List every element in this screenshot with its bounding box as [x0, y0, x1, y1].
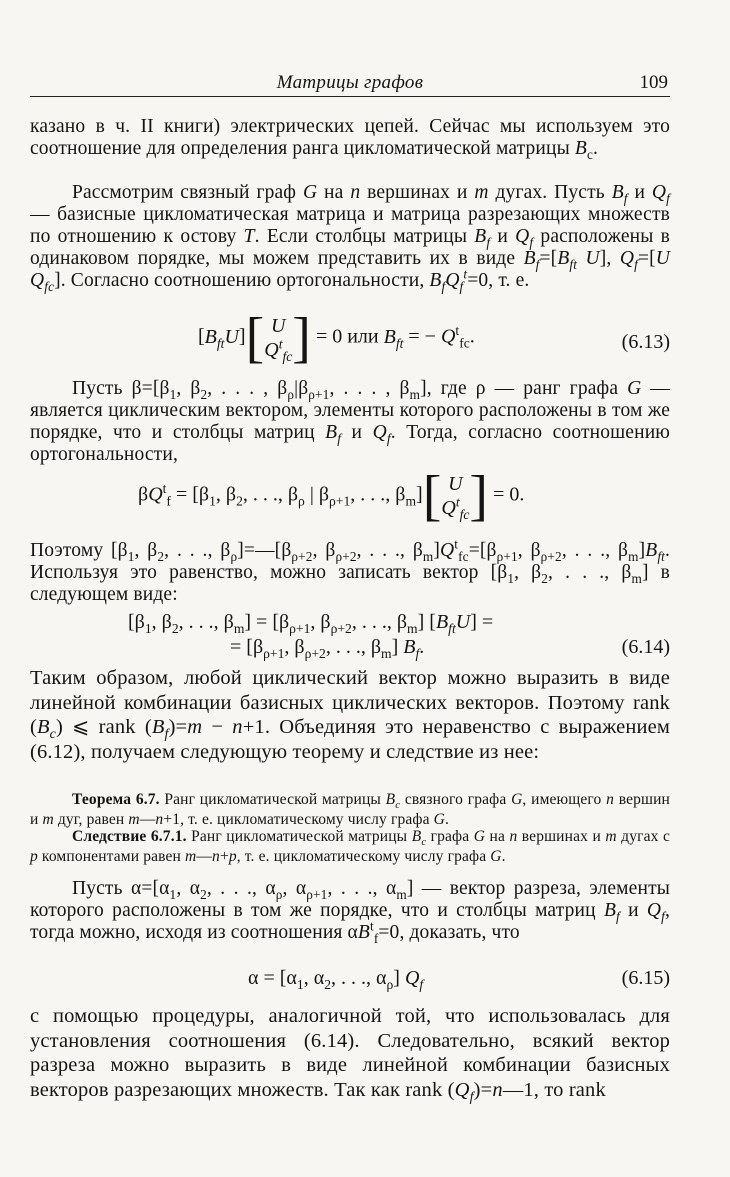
paragraph-7: с помощью процедуры, аналогичной той, что использовалась для установления соотношения (6.14). Следовательно, всякий вектор разреза можно выразить в виде линейной комбинации базисных векторов разрезающих множеств. Так как rank $(Q_f)=n—1$, то rank: [30, 1005, 670, 1105]
theorem-6-7: Теорема 6.7. Ранг цикломатической матрицы $B_c$ связного графа G, имеющего n вершин и m дуг, равен m—n+1, т. е. цикломатическому числу графа G.: [30, 791, 670, 828]
equation-6-15: $\alpha = [\alpha_1$, $\alpha_2$, . . ., $\alpha_\rho$] $Q_f$ (6.15): [248, 967, 670, 992]
corollary-6-7-1: Следствие 6.7.1. Ранг цикломатической матрицы $B_c$ графа G на n вершинах и m дугах с p компонентами равен m—n+p, т. е. цикломатическому числу графа G.: [30, 828, 671, 865]
equation-number: (6.15): [621, 967, 670, 989]
corollary-label: Следствие 6.7.1.: [72, 828, 187, 845]
paragraph-6: Пусть $\alpha=[\alpha_1$, $\alpha_2$, . . ., $\alpha_\rho$, $\alpha_{\rho+1}$, . . ., $\alpha_m$] — вектор разреза, элементы которого расположены в том же порядке, что и столбцы матриц $B_f$ и $Q_f$, тогда можно, исходя из соотношения $\alpha B^t_f=0$, доказать, что: [30, 878, 670, 946]
paragraph-4: Поэтому [$\beta_1$, $\beta_2$, . . ., $\beta_\rho]=—[\beta_{\rho+2}$, $\beta_{\rho+2}$, . . ., $\beta_m]Q^t_{fc}=[\beta_{\rho+1}$, $\beta_{\rho+2}$, . . ., $\beta_m]B_{ft}$. Используя это равенство, можно записать вектор [$\beta_1$, $\beta_2$, . . ., $\beta_m$] в следующем виде:: [30, 536, 671, 605]
running-header: [30, 70, 670, 97]
equation-number: (6.13): [621, 331, 670, 353]
equation-6-14: [$\beta_1$, $\beta_2$, . . ., $\beta_m] = [\beta_{\rho+1}$, $\beta_{\rho+2}$, . . ., $\beta_m$] $[B_{ft}U]$ = = [$\beta_{\rho+1}$, $\beta_{\rho+2}$, . . ., $\beta_m$] $B_f$. (6.14): [128, 611, 670, 661]
equation-number: (6.14): [621, 636, 670, 658]
page-number: 109: [639, 72, 668, 93]
paragraph-5: Таким образом, любой циклический вектор можно выразить в виде линейной комбинации базисных циклических векторов. Поэтому rank $(B_c)$ ⩽ rank $(B_f)=m - n+1$. Объединяя это неравенство с выражением (6.12), получаем следующую теорему и следствие из нее:: [30, 667, 670, 763]
theorem-label: Теорема 6.7.: [72, 791, 160, 808]
equation-6-13: $[B_{ft}U]$[ U $Q^t_{fc}] = 0$ или $B_{ft}$ = − $Q^t_{fc}$. (6.13): [198, 307, 670, 369]
paragraph-3: Пусть $\beta=[\beta_1$, $\beta_2$, . . . , $\beta_\rho|\beta_{\rho+1}$, . . . , $\beta_m$], где ρ — ранг графа G — является циклическим вектором, элементы которого расположены в том же порядке, что и столбцы матриц $B_f$ и $Q_f$. Тогда, согласно соотношению ортогональности,: [30, 378, 670, 465]
paragraph-1: казано в ч. II книги) электрических цепей. Сейчас мы используем это соотношение для определения ранга цикломатической матрицы $B_c$.: [30, 116, 670, 162]
running-title: Матрицы графов: [276, 72, 424, 93]
equation-beta-orthogonality: $\beta Q^t_f = [\beta_1$, $\beta_2$, . . ., $\beta_\rho$ | $\beta_{\rho+1}$, . . ., $\beta_m$][ U $Q^t_{fc}] = 0$.: [138, 465, 525, 527]
paragraph-2: Рассмотрим связный граф G на n вершинах и m дугах. Пусть $B_f$ и $Q_f$ — базисные цикломатическая матрица и матрица разрезающих множеств по отношению к остову T. Если столбцы матрицы $B_f$ и $Q_f$ расположены в одинаковом порядке, мы можем представить их в виде $B_f=[B_{ft}$ U], $Q_f=[U$ $Q_{fc}$]. Согласно соотношению ортогональности, $B_fQ_f^t=0$, т. е.: [30, 182, 671, 294]
word-or: или: [347, 325, 379, 348]
